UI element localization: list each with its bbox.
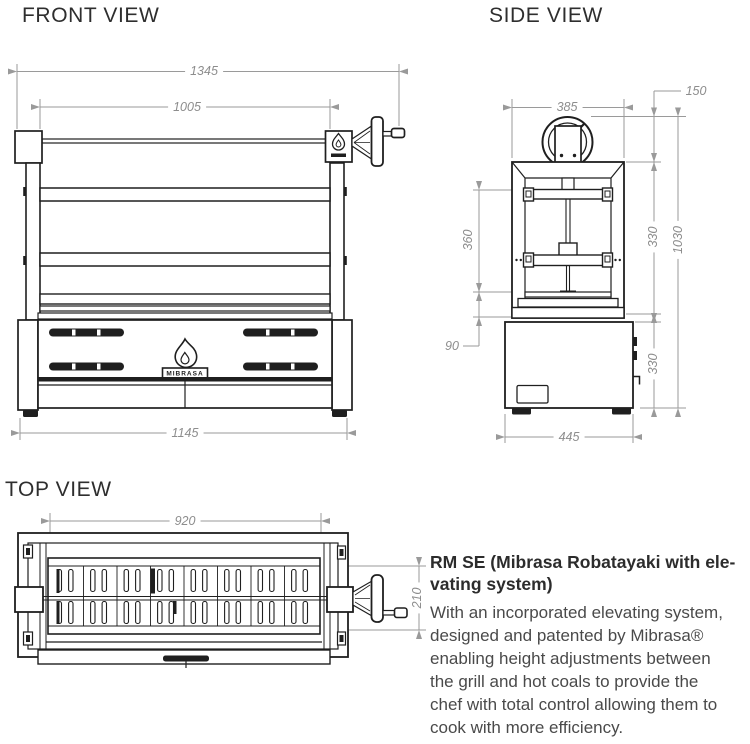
front-spit-length-dim-label: 1005 bbox=[168, 100, 206, 114]
left-foot bbox=[23, 410, 38, 417]
side-base-cabinet bbox=[505, 322, 640, 415]
right-rod-mount bbox=[327, 587, 353, 612]
front-view-title: FRONT VIEW bbox=[22, 4, 160, 27]
side-grill-body bbox=[505, 117, 640, 415]
product-description bbox=[430, 551, 742, 739]
top-view-drawing bbox=[0, 500, 430, 680]
handwheel[interactable] bbox=[543, 117, 593, 167]
left-spit-bracket bbox=[15, 131, 42, 163]
drawer-top-band bbox=[38, 377, 332, 382]
right-post bbox=[330, 163, 344, 320]
elevating-frame bbox=[512, 162, 624, 318]
side-handwheel-offset-dim-label: 150 bbox=[685, 84, 707, 98]
base-cabinet bbox=[18, 320, 352, 417]
description-body: With an incorporated elevating system, designed and patented by Mibrasa® enabling height adjustments between the grill and hot coals to provide the chef with total control allowing them to cook with more efficiency. bbox=[430, 603, 723, 737]
side-upper-height-dim-label: 330 bbox=[646, 222, 660, 253]
side-depth-dim-label: 385 bbox=[552, 100, 583, 114]
side-view-title: SIDE VIEW bbox=[489, 4, 603, 27]
mibrasa-logo-text: MIBRASA bbox=[166, 370, 204, 378]
shelf-handle[interactable] bbox=[163, 656, 209, 662]
top-view-title: TOP VIEW bbox=[5, 478, 112, 501]
top-grill-body bbox=[15, 533, 407, 668]
grill-rails bbox=[38, 188, 332, 319]
description-heading-line2: vating system) bbox=[430, 574, 553, 594]
spit-rod bbox=[42, 139, 326, 143]
top-grill-depth-dim-label: 210 bbox=[410, 583, 424, 614]
left-rod-mount bbox=[15, 587, 43, 612]
description-heading-line1: RM SE (Mibrasa Robatayaki with ele- bbox=[430, 552, 736, 572]
side-view-drawing bbox=[440, 55, 750, 445]
side-base-depth-dim-label: 445 bbox=[554, 430, 585, 444]
right-foot bbox=[332, 410, 347, 417]
front-grill-body bbox=[15, 117, 405, 417]
left-post bbox=[26, 163, 40, 320]
side-total-height-dim-label: 1030 bbox=[671, 221, 685, 259]
crank-handle-top[interactable] bbox=[353, 575, 407, 622]
door-handle[interactable] bbox=[633, 377, 640, 385]
front-total-width-dim-label: 1345 bbox=[185, 64, 223, 78]
top-grill-width-dim-label: 920 bbox=[170, 514, 201, 528]
side-elevating-travel-dim-label: 360 bbox=[461, 225, 475, 256]
front-view-drawing bbox=[0, 55, 420, 445]
front-base-width-dim-label: 1145 bbox=[167, 426, 204, 440]
crank-handle[interactable] bbox=[352, 117, 405, 166]
side-base-height-dim-label: 330 bbox=[646, 349, 660, 380]
side-lower-offset-dim-label: 90 bbox=[445, 339, 459, 353]
